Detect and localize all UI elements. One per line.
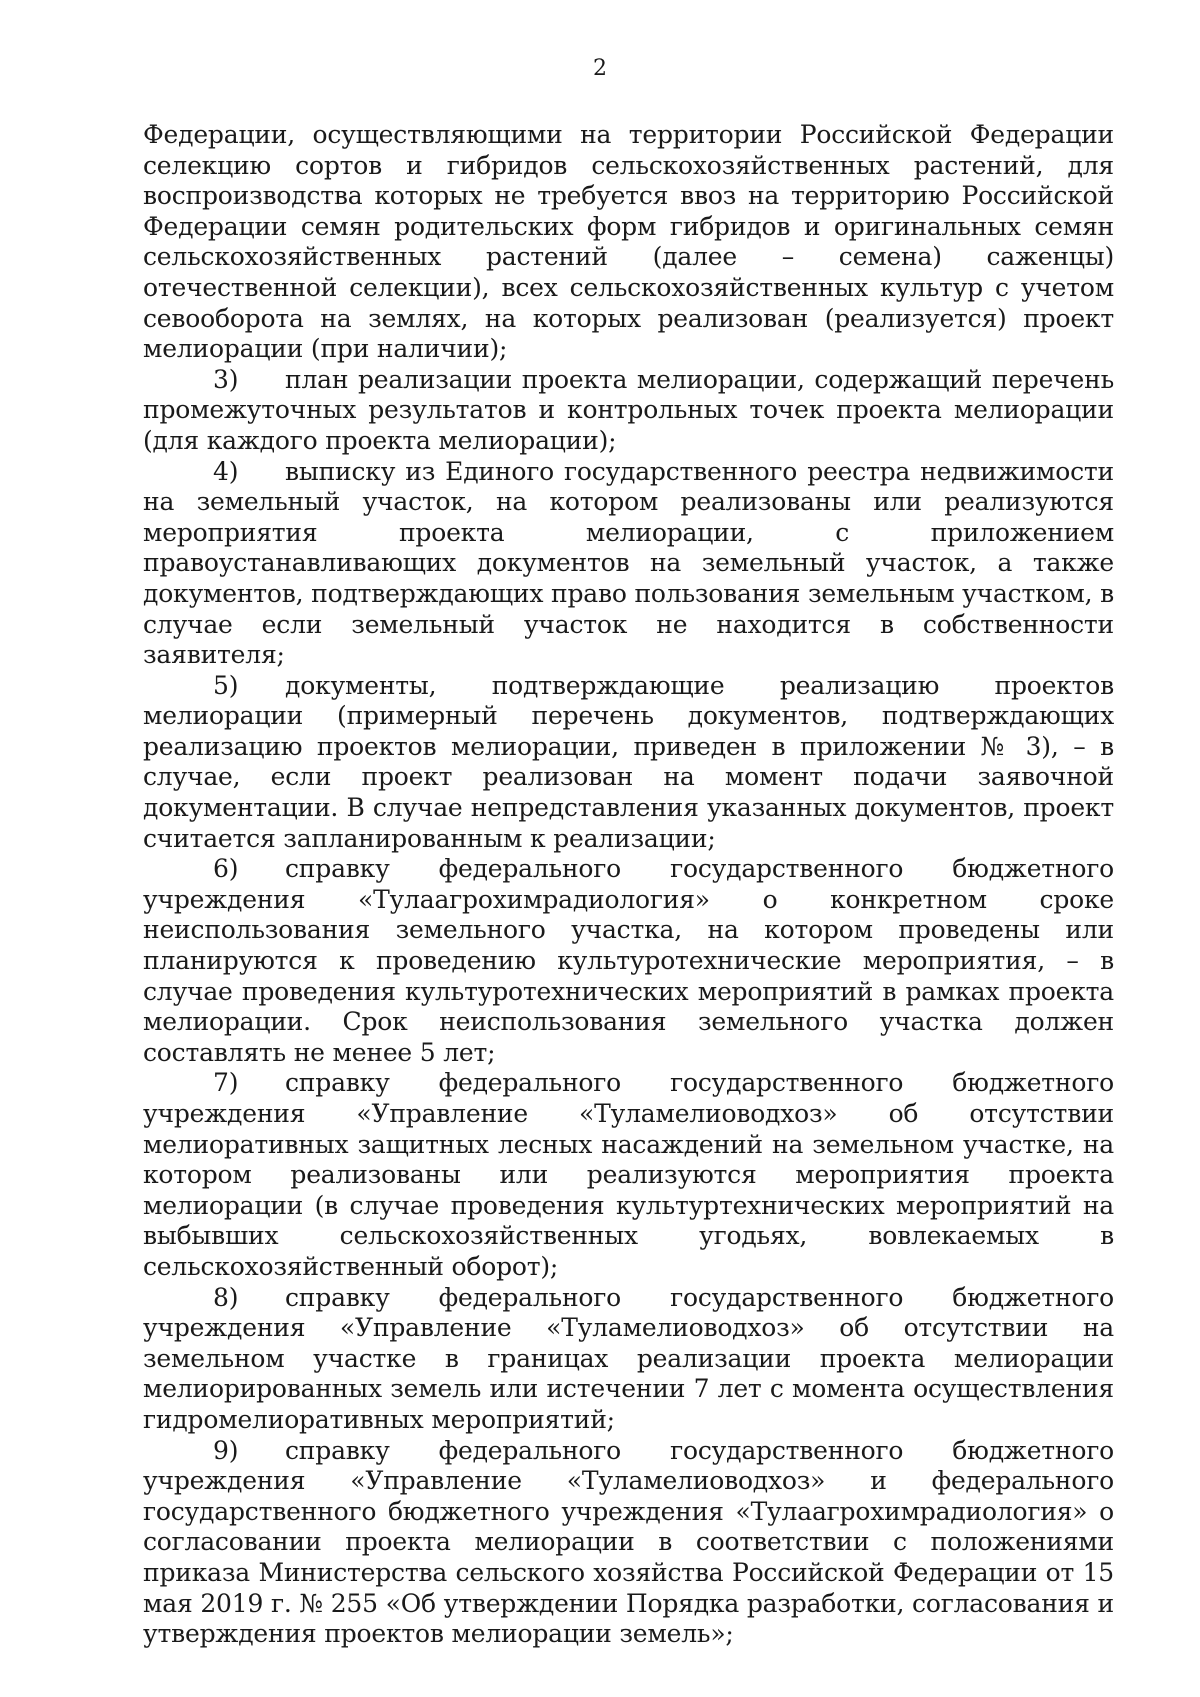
- paragraph-text: справку федерального государственного бюджетного учреждения «Управление «Туламелиоводхоз» об отсутствии мелиоративных защитных лесных насаждений на земельном участке, на котором реализованы или реализуются мероприятия проекта мелиорации (в случае проведения культуртехнических мероприятий на выбывших сельскохозяйственных угодьях, вовлекаемых в сельскохозяйственный оборот);: [143, 1068, 1114, 1281]
- paragraph-continuation: [143, 120, 1114, 365]
- page-number: 2: [593, 56, 607, 81]
- list-item-8: [143, 1283, 1114, 1436]
- list-item-number: 7): [213, 1068, 239, 1098]
- list-item-3: [143, 365, 1114, 457]
- list-item-number: 3): [213, 364, 239, 394]
- list-item-6: [143, 854, 1114, 1068]
- list-item-number: 4): [213, 456, 239, 486]
- list-item-9: [143, 1436, 1114, 1650]
- paragraph-text: документы, подтверждающие реализацию проектов мелиорации (примерный перечень документов, подтверждающих реализацию проектов мелиорации, приведен в приложении № 3), – в случае, если проект реализован на момент подачи заявочной документации. В случае непредставления указанных документов, проект считается запланированным к реализации;: [143, 670, 1114, 853]
- list-item-number: 6): [213, 854, 239, 884]
- list-item-7: [143, 1068, 1114, 1282]
- list-item-number: 8): [213, 1282, 239, 1312]
- paragraph-text: справку федерального государственного бюджетного учреждения «Тулаагрохимрадиология» о конкретном сроке неиспользования земельного участка, на котором проведены или планируются к проведению культуротехнические мероприятия, – в случае проведения культуротехнических мероприятий в рамках проекта мелиорации. Срок неиспользования земельного участка должен составлять не менее 5 лет;: [143, 854, 1114, 1067]
- list-item-number: 5): [213, 670, 239, 700]
- paragraph-text: план реализации проекта мелиорации, содержащий перечень промежуточных результатов и контрольных точек проекта мелиорации (для каждого проекта мелиорации);: [143, 364, 1114, 455]
- list-item-4: [143, 457, 1114, 671]
- paragraph-text: справку федерального государственного бюджетного учреждения «Управление «Туламелиоводхоз» и федерального государственного бюджетного учреждения «Тулаагрохимрадиология» о согласовании проекта мелиорации в соответствии с положениями приказа Министерства сельского хозяйства Российской Федерации от 15 мая 2019 г. № 255 «Об утверждении Порядка разработки, согласования и утверждения проектов мелиорации земель»;: [143, 1435, 1114, 1649]
- paragraph-text: выписку из Единого государственного реестра недвижимости на земельный участок, на котором реализованы или реализуются мероприятия проекта мелиорации, с приложением правоустанавливающих документов на земельный участок, а также документов, подтверждающих право пользования земельным участком, в случае если земельный участок не находится в собственности заявителя;: [143, 456, 1114, 670]
- list-item-5: [143, 671, 1114, 855]
- list-item-number: 9): [213, 1435, 239, 1465]
- paragraph-text: справку федерального государственного бюджетного учреждения «Управление «Туламелиоводхоз» об отсутствии на земельном участке в границах реализации проекта мелиорации мелиорированных земель или истечении 7 лет с момента осуществления гидромелиоративных мероприятий;: [143, 1282, 1114, 1434]
- document-body: [143, 120, 1114, 1650]
- paragraph-text: Федерации, осуществляющими на территории Российской Федерации селекцию сортов и гибридов сельскохозяйственных растений, для воспроизводства которых не требуется ввоз на территорию Российской Федерации семян родительских форм гибридов и оригинальных семян сельскохозяйственных растений (далее – семена) саженцы) отечественной селекции), всех сельскохозяйственных культур с учетом севооборота на землях, на которых реализован (реализуется) проект мелиорации (при наличии);: [143, 120, 1114, 364]
